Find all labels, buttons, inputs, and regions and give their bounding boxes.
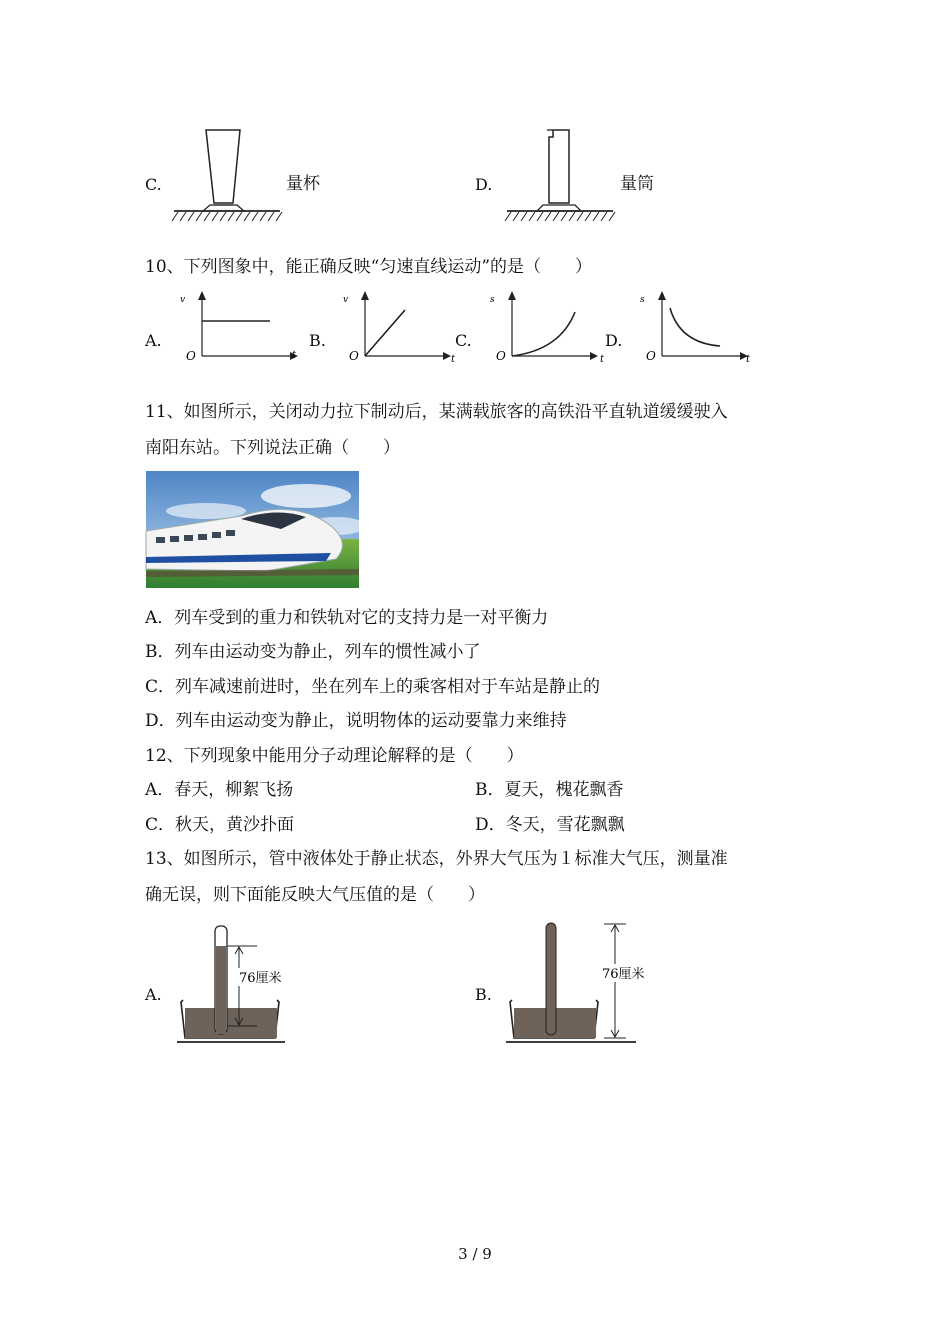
q10-graph-a [170,288,300,368]
q11-option-d: D．列车由运动变为静止，说明物体的运动要靠力来维持 [145,711,567,731]
q12-stem: 12、下列现象中能用分子动理论解释的是（ ） [145,746,524,766]
q10-graph-b [333,288,463,368]
q13-b-measure: 76厘米 [602,967,645,982]
measuring-cylinder-figure [503,125,618,225]
q12-option-d: D．冬天，雪花飘飘 [475,815,625,835]
q10-a-origin: O [186,349,196,363]
barometer-figure-b [504,918,645,1050]
q10-c-ylabel: s [490,295,495,305]
q13-option-a-letter: A. [145,985,162,1004]
q10-c-xlabel: t [600,354,605,365]
q13-option-b-letter: B. [475,985,492,1004]
q10-b-ylabel: v [343,295,349,305]
q10-d-ylabel: s [640,295,645,305]
q10-option-d-letter: D. [605,331,623,350]
q11-stem-line1: 11、如图所示，关闭动力拉下制动后，某满载旅客的高铁沿平直轨道缓缓驶入 [145,402,728,422]
barometer-figure-a [175,918,290,1050]
q9-option-c-letter: C. [145,175,162,194]
q11-option-a: A．列车受到的重力和铁轨对它的支持力是一对平衡力 [145,608,549,628]
q10-c-origin: O [496,349,506,363]
q12-option-a: A．春天，柳絮飞扬 [145,780,294,800]
measuring-cup-figure [170,125,285,225]
q10-d-origin: O [646,349,656,363]
q10-option-b-letter: B. [309,331,326,350]
q10-a-ylabel: v [180,295,186,305]
q10-a-xlabel: t [292,350,297,361]
q9-option-c-label: 量杯 [286,174,320,194]
q10-stem: 10、下列图象中，能正确反映“匀速直线运动”的是（ ） [145,257,593,277]
q10-b-origin: O [349,349,359,363]
q9-option-d-label: 量筒 [620,174,654,194]
q9-option-d-letter: D. [475,175,493,194]
q13-a-measure: 76厘米 [239,971,282,986]
q10-graph-d [630,288,760,368]
q11-option-c: C．列车减速前进时，坐在列车上的乘客相对于车站是静止的 [145,677,601,697]
q10-option-a-letter: A. [145,331,162,350]
q11-option-b: B．列车由运动变为静止，列车的惯性减小了 [145,642,481,662]
q12-option-b: B．夏天，槐花飘香 [475,780,624,800]
q10-graph-c [480,288,610,368]
q13-stem-line2: 确无误，则下面能反映大气压值的是（ ） [145,885,485,905]
q10-b-xlabel: t [451,354,456,365]
q11-stem-line2: 南阳东站。下列说法正确（ ） [145,438,400,458]
q12-option-c: C．秋天，黄沙扑面 [145,815,295,835]
q10-d-xlabel: t [746,354,751,365]
q10-option-c-letter: C. [455,331,472,350]
page-number: 3 / 9 [458,1245,492,1263]
q13-stem-line1: 13、如图所示，管中液体处于静止状态，外界大气压为１标准大气压，测量准 [145,849,728,869]
high-speed-train-photo [146,471,359,588]
